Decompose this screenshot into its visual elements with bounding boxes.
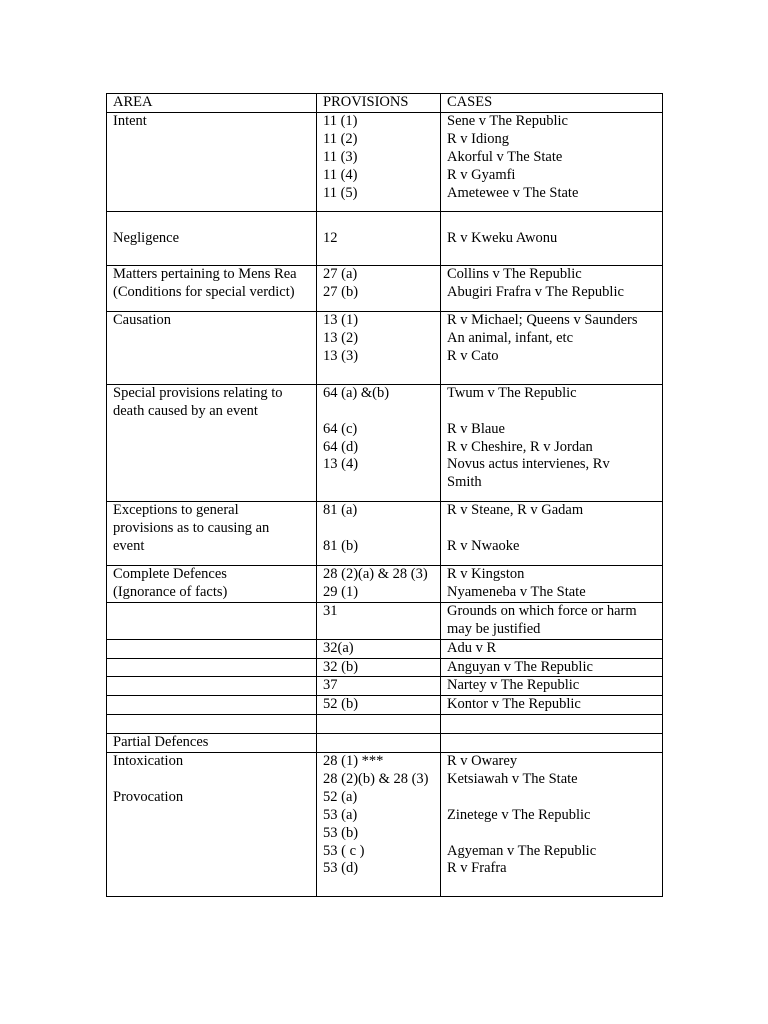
provisions-cell — [317, 212, 441, 266]
area-label: Complete Defences — [113, 566, 227, 582]
case: Nartey v The Republic — [447, 677, 580, 694]
case: Nyameneba v The State — [447, 583, 586, 600]
case: may be justified — [447, 620, 541, 637]
case: R v Idiong — [447, 130, 510, 147]
case: Akorful v The State — [447, 148, 563, 165]
provision: 37 — [323, 677, 338, 694]
area-label: Provocation — [113, 788, 184, 805]
cases-cell — [441, 677, 663, 696]
provision: 28 (1) *** — [323, 753, 384, 770]
case: R v Owarey — [447, 753, 518, 770]
provision: 64 (d) — [323, 438, 359, 455]
case: R v Blaue — [447, 420, 505, 437]
area-cell — [107, 566, 317, 603]
provision: 11 (3) — [323, 148, 358, 165]
provisions-table — [106, 93, 663, 897]
case: R v Gyamfi — [447, 166, 516, 183]
provision: 52 (b) — [323, 696, 359, 713]
case: R v Kweku Awonu — [447, 230, 558, 247]
provisions-cell — [317, 566, 441, 603]
cases-cell — [441, 658, 663, 677]
provision: 11 (2) — [323, 130, 358, 147]
provisions-cell — [317, 677, 441, 696]
case: R v Nwaoke — [447, 538, 520, 555]
provisions-cell — [317, 715, 441, 734]
provision: 11 (5) — [323, 184, 358, 201]
case: R v Cato — [447, 347, 499, 364]
empty-row — [107, 715, 663, 734]
provision: 53 (a) — [323, 806, 358, 823]
area-cell — [107, 696, 317, 715]
provision: 27 (b) — [323, 284, 359, 301]
case: Twum v The Republic — [447, 384, 577, 401]
area-label: provisions as to causing an — [113, 520, 270, 537]
provisions-cell — [317, 753, 441, 897]
provision: 13 (4) — [323, 456, 359, 473]
provision: 27 (a) — [323, 266, 358, 283]
case: R v Michael; Queens v Saunders — [447, 312, 638, 329]
row-exceptions — [107, 502, 663, 566]
header-cases: CASES — [441, 94, 663, 113]
area-cell — [107, 602, 317, 639]
case: Anguyan v The Republic — [447, 658, 593, 675]
area-cell — [107, 312, 317, 385]
case: Collins v The Republic — [447, 266, 582, 283]
provision: 13 (3) — [323, 347, 359, 364]
provisions-cell — [317, 384, 441, 501]
provisions-cell — [317, 502, 441, 566]
row-partial-defences — [107, 753, 663, 897]
provision: 32 (b) — [323, 658, 359, 675]
cases-cell — [441, 734, 663, 753]
header-provisions: PROVISIONS — [317, 94, 441, 113]
cases-cell — [441, 696, 663, 715]
case: Kontor v The Republic — [447, 696, 581, 713]
area-label: Matters pertaining to Mens Rea — [113, 266, 297, 283]
provision: 11 (1) — [323, 112, 358, 129]
cases-cell — [441, 639, 663, 658]
provision: 13 (2) — [323, 330, 359, 347]
area-label: Partial Defences — [113, 734, 209, 751]
row-causation — [107, 312, 663, 385]
table-row — [107, 602, 663, 639]
area-label: Intent — [113, 112, 147, 129]
table-row — [107, 696, 663, 715]
provision: 81 (a) — [323, 502, 358, 519]
table-row — [107, 658, 663, 677]
cases-cell — [441, 715, 663, 734]
area-cell — [107, 502, 317, 566]
case: An animal, infant, etc — [447, 330, 574, 347]
provisions-cell — [317, 696, 441, 715]
case: Zinetege v The Republic — [447, 806, 591, 823]
case: R v Cheshire, R v Jordan — [447, 438, 593, 455]
area-cell — [107, 266, 317, 312]
provisions-cell — [317, 266, 441, 312]
header-area: AREA — [107, 94, 317, 113]
case: Abugiri Frafra v The Republic — [447, 284, 624, 301]
row-complete-defences — [107, 566, 663, 603]
provision: 32(a) — [323, 639, 354, 656]
case: Novus actus intervienes, Rv — [447, 456, 610, 473]
cases-cell — [441, 212, 663, 266]
case — [447, 825, 656, 843]
cases-cell — [441, 112, 663, 212]
provision: 53 (b) — [323, 824, 359, 841]
provision: 64 (c) — [323, 420, 358, 437]
area-cell — [107, 384, 317, 501]
case: R v Kingston — [447, 566, 525, 582]
provisions-cell — [317, 658, 441, 677]
provision: 53 (d) — [323, 860, 359, 877]
table-row — [107, 639, 663, 658]
case: Grounds on which force or harm — [447, 602, 637, 619]
provision: 28 (2)(a) & 28 (3) — [323, 566, 428, 582]
provision: 11 (4) — [323, 166, 358, 183]
area-label: death caused by an event — [113, 402, 258, 419]
area-cell — [107, 112, 317, 212]
provision: 31 — [323, 602, 338, 619]
area-label: Negligence — [113, 230, 180, 247]
provision: 81 (b) — [323, 538, 359, 555]
provision: 29 (1) — [323, 583, 359, 600]
cases-cell — [441, 312, 663, 385]
provision: 52 (a) — [323, 788, 358, 805]
provisions-cell — [317, 734, 441, 753]
provisions-cell — [317, 112, 441, 212]
area-cell — [107, 212, 317, 266]
cases-cell — [441, 266, 663, 312]
case: Ketsiawah v The State — [447, 770, 578, 787]
area-label: Exceptions to general — [113, 502, 239, 519]
provisions-cell — [317, 639, 441, 658]
row-intent — [107, 112, 663, 212]
case: R v Steane, R v Gadam — [447, 502, 584, 519]
provision: 13 (1) — [323, 312, 359, 329]
case: Smith — [447, 474, 482, 491]
case: Sene v The Republic — [447, 112, 568, 129]
area-cell — [107, 753, 317, 897]
row-negligence — [107, 212, 663, 266]
provision: 64 (a) &(b) — [323, 384, 390, 401]
area-cell — [107, 677, 317, 696]
area-label: Intoxication — [113, 753, 184, 770]
cases-cell — [441, 602, 663, 639]
case: Agyeman v The Republic — [447, 842, 597, 859]
cases-cell — [441, 384, 663, 501]
area-label: Causation — [113, 312, 171, 329]
provisions-cell — [317, 602, 441, 639]
row-mens-rea — [107, 266, 663, 312]
cases-cell — [441, 566, 663, 603]
area-label: (Conditions for special verdict) — [113, 284, 295, 301]
area-cell — [107, 734, 317, 753]
provision: 53 ( c ) — [323, 842, 365, 859]
header-row — [107, 94, 663, 113]
row-special-provisions — [107, 384, 663, 501]
area-cell — [107, 658, 317, 677]
area-cell — [107, 639, 317, 658]
provision: 12 — [323, 230, 338, 247]
provisions-cell — [317, 312, 441, 385]
area-label: event — [113, 538, 145, 555]
cases-cell — [441, 502, 663, 566]
case: Ametewee v The State — [447, 184, 579, 201]
table-row — [107, 677, 663, 696]
case: R v Frafra — [447, 860, 507, 877]
cases-cell — [441, 753, 663, 897]
provision: 28 (2)(b) & 28 (3) — [323, 770, 429, 787]
case — [447, 789, 656, 807]
area-label: (Ignorance of facts) — [113, 583, 228, 600]
area-label: Special provisions relating to — [113, 384, 283, 401]
area-cell — [107, 715, 317, 734]
case: Adu v R — [447, 639, 497, 656]
row-partial-defences-heading — [107, 734, 663, 753]
